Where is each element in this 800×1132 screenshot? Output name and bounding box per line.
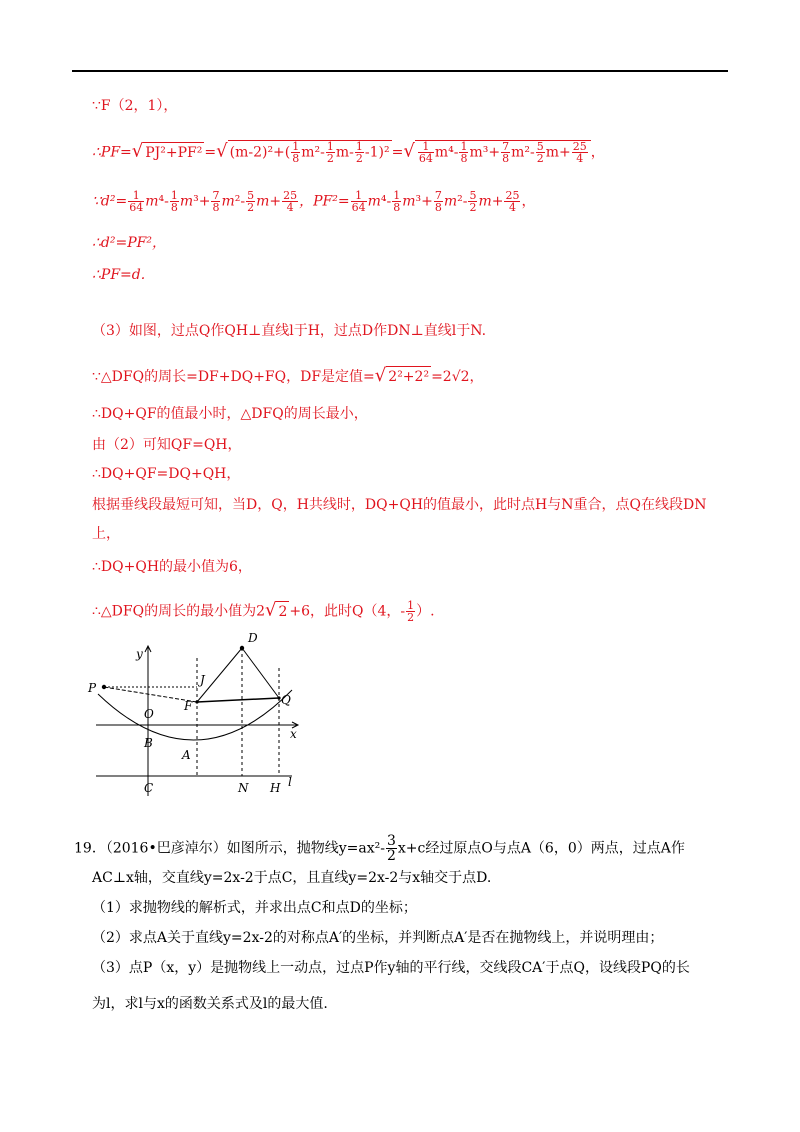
sqrt-icon: √ bbox=[403, 140, 415, 162]
point-d bbox=[240, 646, 244, 650]
frac-num: 3 bbox=[386, 833, 396, 849]
perimeter-text: ∵△DFQ的周长=DF+DQ+FQ，DF是定值= bbox=[92, 369, 375, 385]
sqrt-pj-pf: PJ²+PF² bbox=[143, 142, 204, 163]
line-d-squared: ∵d²= $\frac{1}{64}$ m⁴- $\frac{1}{8}$ m³+ $\frac{7}{8}$ m²- $\frac{5}{2}$ m+ $\frac{25}{4}$ ，PF²= $\frac{1}{64}$ m⁴- $\frac{1}{8}$ m³+ $\frac{7}{8}$ m²- $\frac{5}{2}$ m+ $\frac{25}{4}$ ， bbox=[92, 189, 536, 214]
label-b: B bbox=[144, 736, 153, 750]
pf2-prefix: ，PF²= bbox=[299, 193, 350, 210]
part3-from2: 由（2）可知QF=QH， bbox=[92, 437, 242, 453]
pf-prefix: ∴PF= bbox=[92, 144, 132, 161]
problem-number: 19． bbox=[74, 840, 106, 857]
segment-dq bbox=[242, 648, 279, 698]
problem-19-q2: （2）求点A关于直线y=2x-2的对称点A′的坐标，并判断点A′是否在抛物线上，并说明理由； bbox=[92, 930, 664, 946]
line-d2-eq-pf2: ∴d²=PF²， bbox=[92, 235, 166, 251]
label-y: y bbox=[136, 647, 143, 661]
problem-19-q1: （1）求抛物线的解析式，并求出点C和点D的坐标； bbox=[92, 900, 417, 916]
part3-reason-1: 根据垂线段最短可知，当D，Q，H共线时，DQ+QH的值最小，此时点H与N重合，点Q在线段DN bbox=[92, 497, 707, 513]
label-f: F bbox=[184, 699, 193, 713]
part3-min: ∴DQ+QF的值最小时，△DFQ的周长最小， bbox=[92, 406, 368, 422]
part3-eq: ∴DQ+QF=DQ+QH， bbox=[92, 466, 241, 482]
final-b: +6，此时Q（4，- bbox=[289, 603, 406, 620]
problem-19-line1 bbox=[74, 834, 685, 863]
label-o: O bbox=[144, 707, 154, 721]
sqrt-polynomial: $\frac{1}{64}$ m⁴- $\frac{1}{8}$ m³+ $\frac{7}{8}$ m²- $\frac{5}{2}$ m+ $\frac{25}{4}$ bbox=[415, 140, 591, 164]
sqrt-expanded: (m-2)²+( $\frac{1}{8}$ m²- $\frac{1}{2}$ m- $\frac{1}{2}$ -1)² bbox=[229, 140, 390, 165]
d2-tail: ， bbox=[521, 193, 536, 210]
problem-19-q3-2: 为l，求l与x的函数关系式及l的最大值. bbox=[92, 996, 328, 1012]
point-f bbox=[195, 700, 198, 703]
line-pf-formula: ∴PF=√ PJ²+PF² =√ (m-2)²+( $\frac{1}{8}$ m²- $\frac{1}{2}$ m- $\frac{1}{2}$ -1)² =√ $\frac{1}{64}$ m⁴- $\frac{1}{8}$ m³+ $\frac{7}{8}$ m²- $\frac{5}{2}$ m+ $\frac{25}{4}$ ， bbox=[92, 140, 605, 165]
label-j: J bbox=[200, 673, 205, 687]
frac-den: 2 bbox=[386, 848, 396, 864]
figure-svg bbox=[86, 628, 316, 798]
problem-19-q3-1: （3）点P（x，y）是抛物线上一动点，过点P作y轴的平行线，交线段CA′于点Q，设线段PQ的长 bbox=[92, 960, 690, 976]
segment-fq bbox=[197, 698, 279, 702]
part3-six: ∴DQ+QH的最小值为6， bbox=[92, 559, 252, 575]
sqrt-icon: √ bbox=[374, 365, 387, 386]
line-f-coord: ∵F（2，1）， bbox=[92, 98, 178, 114]
part3-reason-2: 上， bbox=[92, 526, 120, 542]
part3-final: ∴△DFQ的周长的最小值为2√ 2 +6，此时Q（4，- $\frac{1}{2}$ ）. bbox=[92, 599, 435, 624]
top-rule bbox=[72, 70, 728, 72]
d2-prefix: ∵d²= bbox=[92, 193, 128, 210]
geometry-figure bbox=[86, 628, 316, 802]
pf-tail: ， bbox=[590, 144, 605, 161]
point-p bbox=[102, 685, 106, 689]
label-a: A bbox=[182, 748, 191, 762]
line-pf-eq-d: ∴PF=d. bbox=[92, 267, 146, 283]
label-x: x bbox=[290, 727, 297, 741]
sqrt-two: 2 bbox=[276, 601, 289, 622]
sqrt-icon: √ bbox=[131, 140, 144, 162]
sqrt-icon: √ bbox=[216, 140, 228, 162]
label-c: C bbox=[144, 781, 154, 795]
label-p: P bbox=[88, 681, 97, 695]
final-c: ）. bbox=[416, 603, 435, 620]
perimeter-value: =2√2， bbox=[431, 369, 484, 385]
parabola bbox=[98, 690, 292, 740]
final-a: ∴△DFQ的周长的最小值为2 bbox=[92, 603, 265, 620]
label-l: l bbox=[288, 775, 292, 789]
label-n: N bbox=[238, 781, 249, 795]
label-q: Q bbox=[281, 693, 291, 707]
problem-line1-b: x+c经过原点O与点A（6，0）两点，过点A作 bbox=[397, 840, 685, 857]
part3-perimeter bbox=[92, 366, 484, 387]
sqrt-icon: √ bbox=[265, 599, 277, 621]
label-d: D bbox=[248, 631, 258, 645]
label-h: H bbox=[270, 781, 281, 795]
part3-intro: （3）如图，过点Q作QH⊥直线l于H，过点D作DN⊥直线l于N. bbox=[92, 323, 487, 339]
problem-line1-a: （2016•巴彦淖尔）如图所示，抛物线y=ax²- bbox=[105, 840, 385, 857]
sqrt-dist: 2²+2² bbox=[386, 366, 431, 387]
problem-19-line2: AC⊥x轴，交直线y=2x-2于点C，且直线y=2x-2与x轴交于点D. bbox=[92, 870, 492, 886]
